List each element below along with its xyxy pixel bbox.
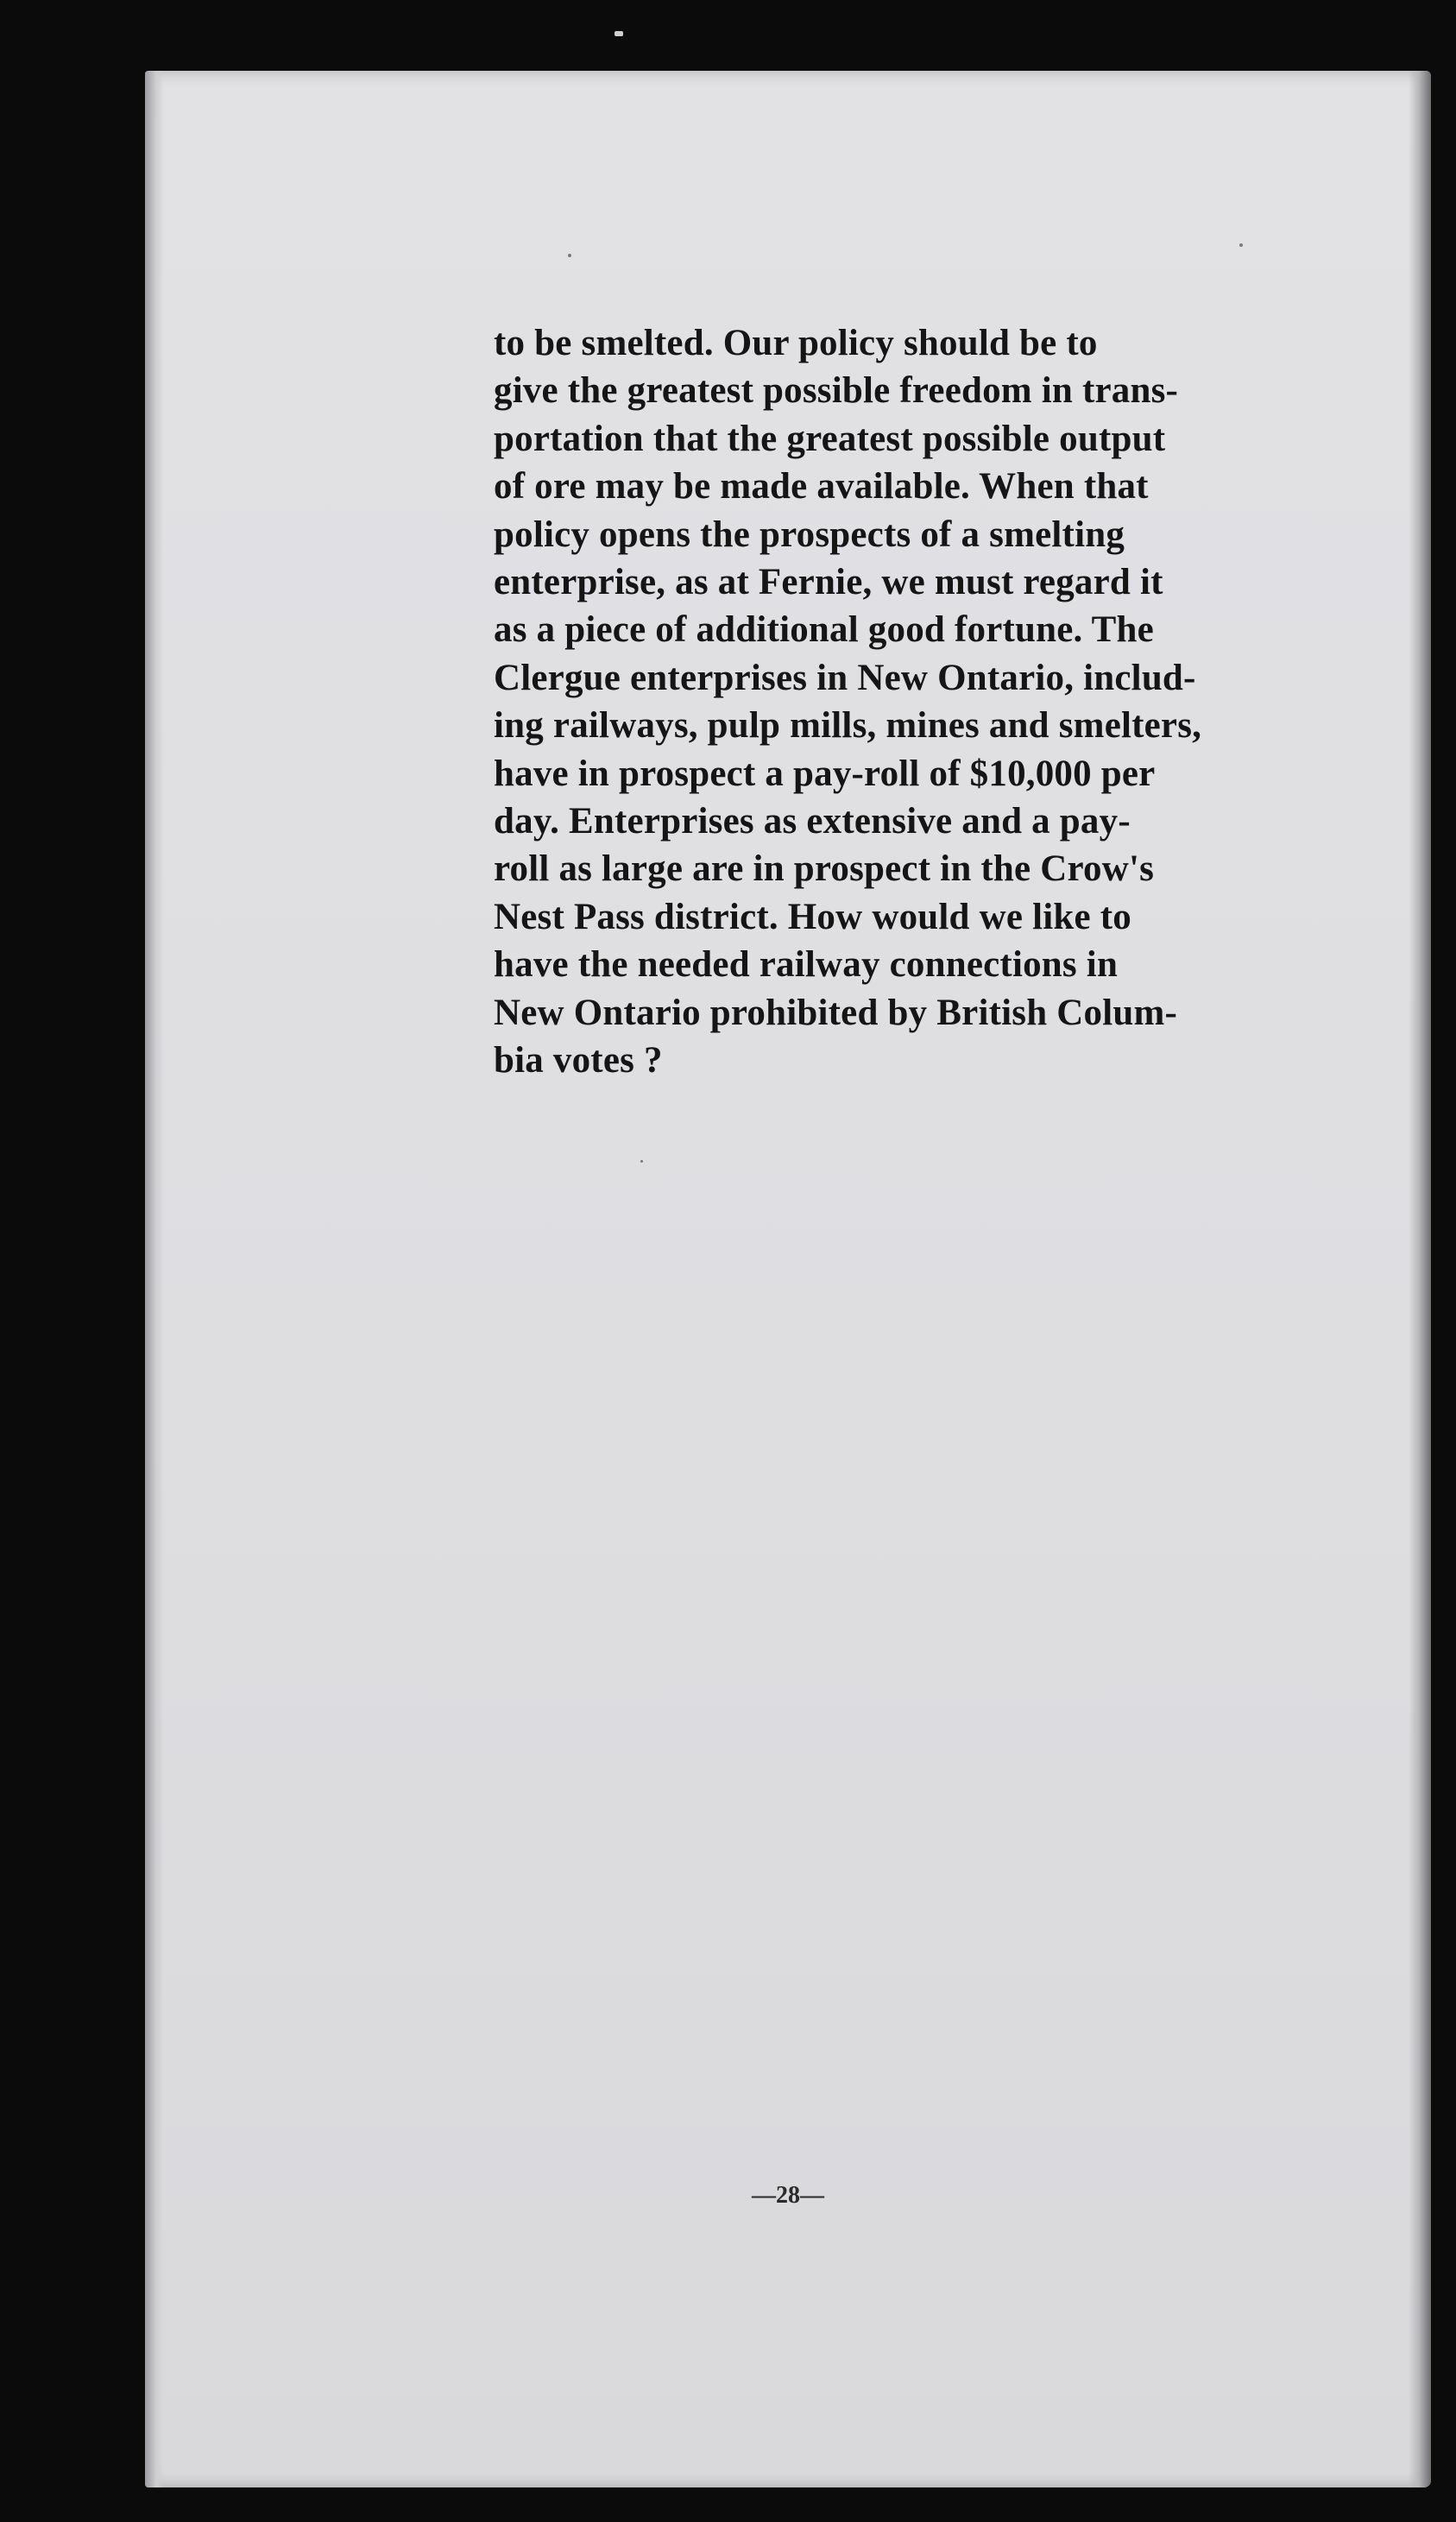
text-line: Clergue enterprises in New Ontario, includ- <box>494 657 1196 698</box>
text-line: portation that the greatest possible output <box>494 418 1166 459</box>
text-line: give the greatest possible freedom in trans- <box>494 370 1179 412</box>
text-line: of ore may be made available. When that <box>494 466 1149 508</box>
text-line: as a piece of additional good fortune. The <box>494 609 1154 651</box>
text-line: enterprise, as at Fernie, we must regard it <box>494 562 1163 603</box>
book-page <box>145 71 1431 2487</box>
text-line: New Ontario prohibited by British Colum- <box>494 992 1178 1033</box>
text-line: policy opens the prospects of a smelting <box>494 514 1125 555</box>
text-line: have in prospect a pay-roll of $10,000 per <box>494 753 1156 794</box>
page-right-edge <box>1409 71 1431 2487</box>
page-left-edge <box>145 71 164 2487</box>
scan-speck <box>615 31 623 36</box>
text-line: have the needed railway connections in <box>494 944 1119 986</box>
page-number: —28— <box>752 2182 824 2209</box>
paper-speck <box>1239 243 1243 247</box>
text-line: Nest Pass district. How would we like to <box>494 896 1131 937</box>
body-text <box>494 319 1217 1085</box>
text-line: day. Enterprises as extensive and a pay- <box>494 801 1131 842</box>
text-line: to be smelted. Our policy should be to <box>494 323 1098 363</box>
paper-speck <box>568 254 571 257</box>
text-line: ing railways, pulp mills, mines and smelters, <box>494 705 1202 747</box>
text-line: bia votes ? <box>494 1040 663 1081</box>
text-line: roll as large are in prospect in the Crow's <box>494 848 1155 890</box>
paper-speck <box>640 1160 643 1163</box>
